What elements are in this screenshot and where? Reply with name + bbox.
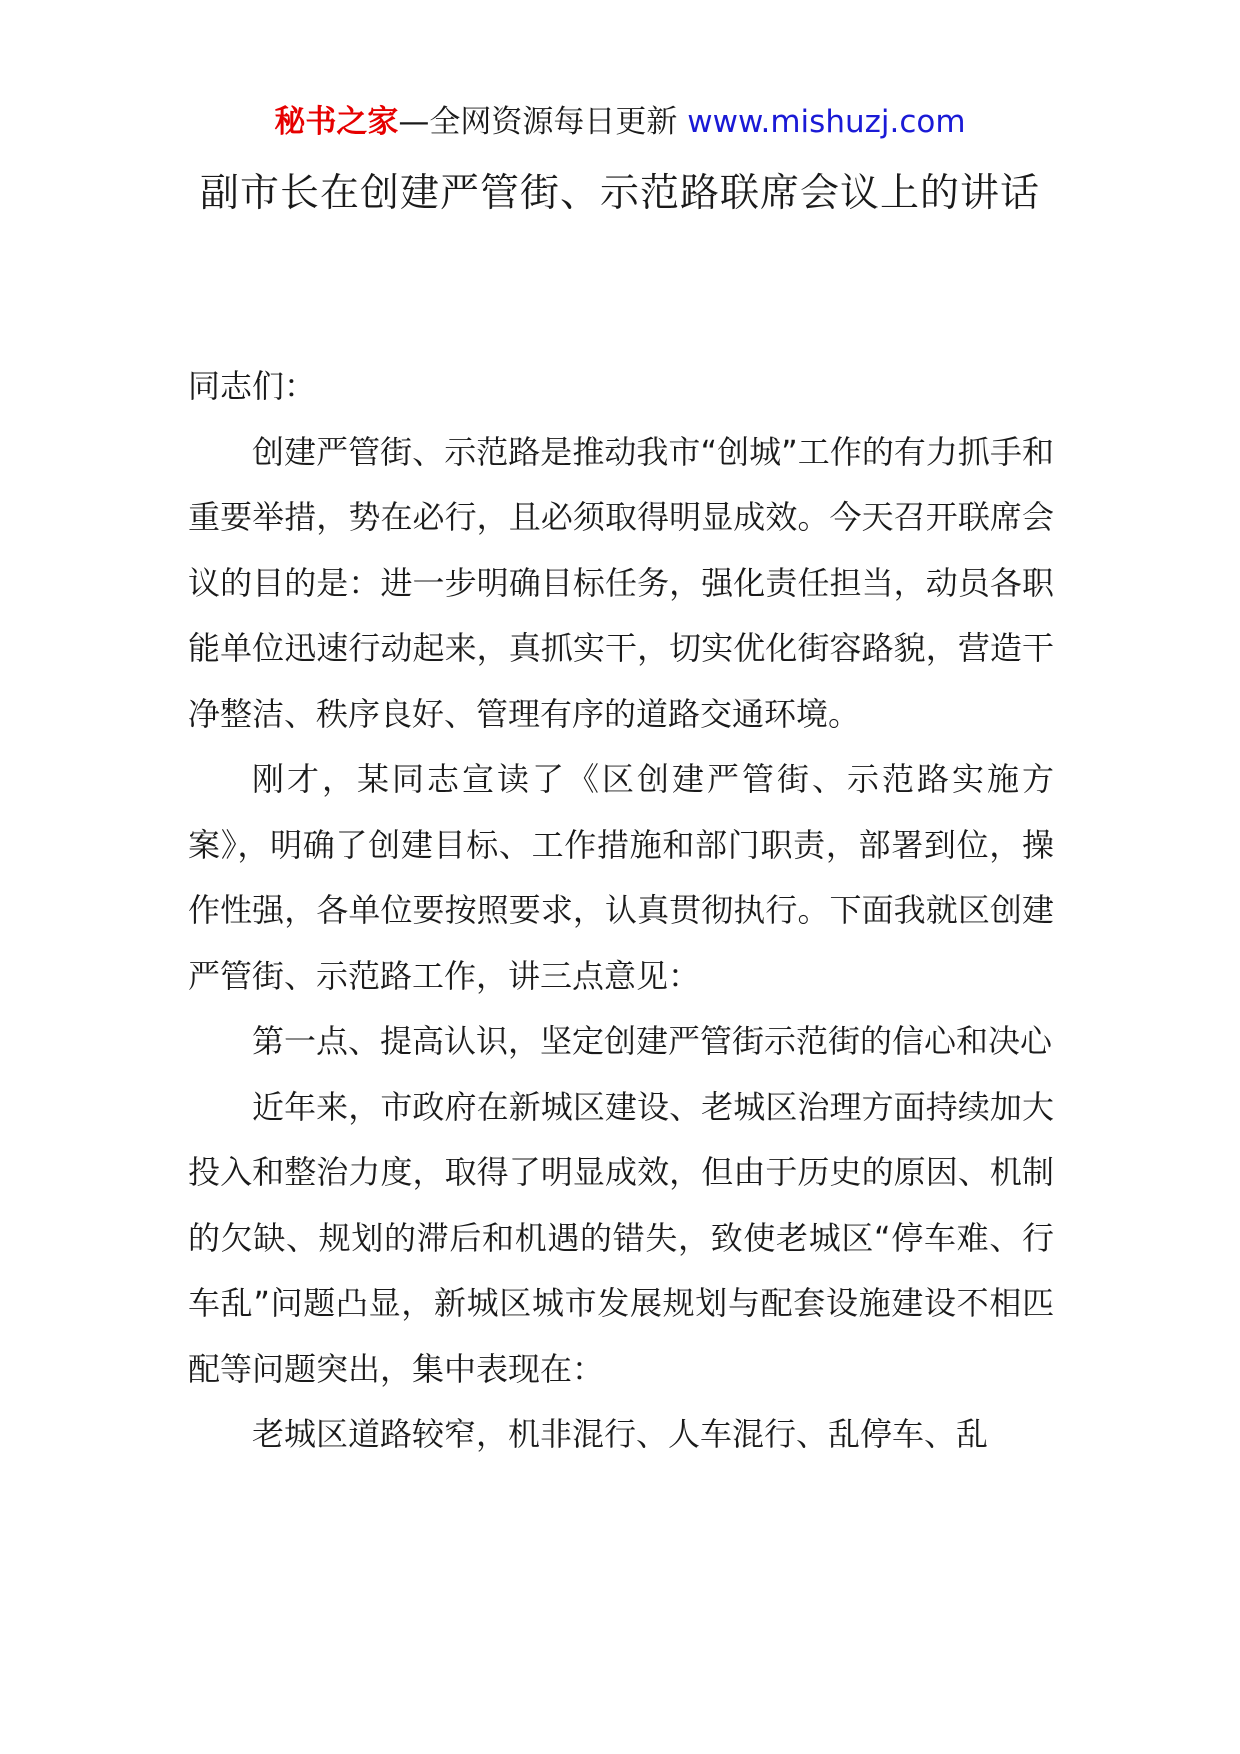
section-heading: 第一点、提高认识，坚定创建严管街示范街的信心和决心 bbox=[252, 1022, 1053, 1060]
brand-name: 秘书之家 bbox=[274, 104, 399, 140]
body-paragraph: 老城区道路较窄，机非混行、人车混行、乱停车、乱 bbox=[252, 1415, 989, 1453]
document-title: 副市长在创建严管街、示范路联席会议上的讲话 bbox=[199, 171, 1040, 216]
site-header bbox=[0, 100, 1240, 144]
site-url-link[interactable]: www.mishuzj.com bbox=[687, 104, 966, 140]
site-tagline: —全网资源每日更新 bbox=[398, 104, 678, 140]
document-body bbox=[188, 354, 1054, 1468]
body-paragraph: 创建严管街、示范路是推动我市“创城”工作的有力抓手和重要举措，势在必行，且必须取得明显成效。今天召开联席会议的目的是：进一步明确目标任务，强化责任担当，动员各职能单位迅速行动起来，真抓实干，切实优化街容路貌，营造干净整洁、秩序良好、管理有序的道路交通环境。 bbox=[188, 432, 1054, 733]
body-paragraph: 刚才，某同志宣读了《区创建严管街、示范路实施方案》，明确了创建目标、工作措施和部门职责，部署到位，操作性强，各单位要按照要求，认真贯彻执行。下面我就区创建严管街、示范路工作，讲三点意见： bbox=[188, 760, 1054, 995]
salutation: 同志们： bbox=[188, 367, 317, 405]
body-paragraph: 近年来，市政府在新城区建设、老城区治理方面持续加大投入和整治力度，取得了明显成效，但由于历史的原因、机制的欠缺、规划的滞后和机遇的错失，致使老城区“停车难、行车乱”问题凸显，新城区城市发展规划与配套设施建设不相匹配等问题突出，集中表现在： bbox=[188, 1087, 1054, 1388]
